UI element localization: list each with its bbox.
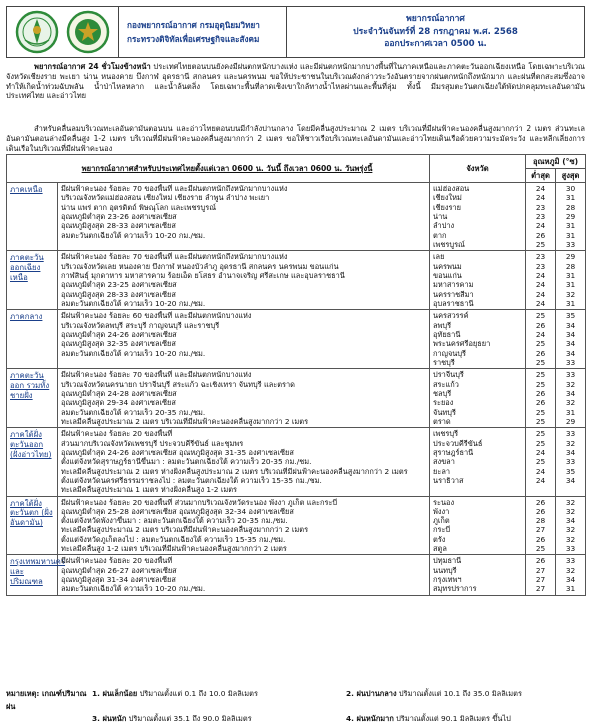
- table-header-province: จังหวัด: [430, 155, 526, 183]
- station-name: เชียงใหม่: [433, 193, 462, 203]
- station-name: เลย: [433, 252, 445, 262]
- forecast-line: มีฝนฟ้าคะนอง ร้อยละ 20 ของพื้นที่: [61, 556, 173, 566]
- station-min-temps: [526, 428, 556, 496]
- table-header-max: สูงสุด: [556, 169, 586, 183]
- station-name: ประจวบคีรีขันธ์: [433, 438, 483, 448]
- criteria-term: 1. ฝนเล็กน้อย: [92, 689, 138, 698]
- station-min: 25: [535, 239, 546, 249]
- forecast-line: ลมตะวันตกเฉียงใต้ ความเร็ว 10-20 กม./ชม.: [61, 298, 206, 308]
- station-max: 29: [565, 416, 576, 426]
- forecast-line: ลมตะวันตกเฉียงใต้ ความเร็ว 10-20 กม./ชม.: [61, 230, 206, 240]
- station-min: 26: [535, 556, 546, 566]
- station-max: 32: [565, 398, 576, 408]
- station-max: 31: [565, 193, 576, 203]
- station-min: 25: [535, 438, 546, 448]
- station-name: ตรัง: [433, 534, 446, 544]
- forecast-line: ตั้งแต่จังหวัดพังงาขึ้นมา : ลมตะวันตกเฉียงใต้ ความเร็ว 20-35 กม./ชม.: [61, 516, 288, 526]
- station-max: 29: [565, 252, 576, 262]
- intro-paragraph: [6, 62, 585, 101]
- ministry-emblem-icon: [65, 10, 111, 54]
- region-row: [7, 310, 586, 369]
- station-min-temps: [526, 369, 556, 428]
- forecast-line: บริเวณจังหวัดนครนายก ปราจีนบุรี สระแก้ว ฉะเชิงเทรา จันทบุรี และตราด: [61, 379, 295, 389]
- station-names: [430, 251, 526, 310]
- forecast-line: ส่วนมากบริเวณจังหวัดเพชรบุรี ประจวบคีรีขันธ์ และชุมพร: [61, 438, 244, 448]
- station-min: 26: [535, 497, 546, 507]
- intro-body: ประเทศไทยตอนบนยังคงมีฝนตกหนักบางแห่ง และมีฝนตกหนักมากบางพื้นที่ในภาคเหนือและภาคตะวันออกเฉียงเหนือ โดยเฉพาะบริเวณจังหวัดเชียงราย พะเยา น่าน หนองคาย บึงกาฬ อุดรธานี สกลนคร และนครพนม ขอให้ประชาชนในบริเวณดังกล่าวระวังอันตรายจากฝนตกหนักถึงหนักมาก และฝนที่ตกสะสมซึ่งอาจทำให้เกิดน้ำท่วมฉับพลัน น้ำป่าไหลหลาก และน้ำล้นตลิ่ง โดยเฉพาะพื้นที่ลาดเชิงเขาใกล้ทางน้ำไหลผ่านและพื้นที่ลุ่ม ทั้งนี้ มีมรสุมตะวันตกเฉียงใต้พัดปกคลุมทะเลอันดามัน ประเทศไทย และอ่าวไทย: [6, 62, 586, 101]
- forecast-line: อุณหภูมิสูงสุด 28-33 องศาเซลเซียส: [61, 221, 176, 231]
- station-max-temps: [556, 310, 586, 369]
- criteria-item: [346, 713, 585, 726]
- region-name: ภาคตะวันออกเฉียงเหนือ: [7, 251, 58, 310]
- forecast-line: อุณหภูมิต่ำสุด 24-26 องศาเซลเซียส อุณหภูมิสูงสุด 31-35 องศาเซลเซียส: [61, 447, 294, 457]
- station-name: ระยอง: [433, 398, 454, 408]
- station-min: 27: [535, 565, 546, 575]
- forecast-title: พยากรณ์อากาศ: [406, 14, 465, 25]
- station-name: นราธิวาส: [433, 475, 464, 485]
- station-min: 24: [535, 447, 546, 457]
- station-max: 34: [565, 329, 576, 339]
- station-max: 33: [565, 544, 576, 554]
- station-min: 23: [535, 252, 546, 262]
- station-max: 31: [565, 270, 576, 280]
- station-name: ระนอง: [433, 497, 455, 507]
- station-min: 26: [535, 230, 546, 240]
- station-max: 34: [565, 320, 576, 330]
- station-name: สมุทรปราการ: [433, 584, 477, 594]
- station-name: อุบลราชธานี: [433, 298, 474, 308]
- station-max: 33: [565, 370, 576, 380]
- station-max: 34: [565, 388, 576, 398]
- station-max-temps: [556, 496, 586, 555]
- station-max: 33: [565, 239, 576, 249]
- region-forecast: [58, 183, 430, 251]
- forecast-line: ทะเลมีคลื่นสูงประมาณ 2 เมตร ห่างฝั่งคลื่นสูงประมาณ 2 เมตร บริเวณที่มีฝนฟ้าคะนองคลื่นสูงมากกว่า 2 เมตร: [61, 466, 408, 476]
- station-min: 25: [535, 339, 546, 349]
- station-min: 24: [535, 270, 546, 280]
- station-min: 23: [535, 202, 546, 212]
- station-max: 28: [565, 261, 576, 271]
- criteria-term: 2. ฝนปานกลาง: [346, 689, 397, 698]
- station-name: เพชรบุรี: [433, 429, 459, 439]
- station-min: 25: [535, 311, 546, 321]
- forecast-line: อุณหภูมิต่ำสุด 23-26 องศาเซลเซียส: [61, 211, 177, 221]
- station-max: 31: [565, 584, 576, 594]
- station-min-temps: [526, 310, 556, 369]
- criteria-item: [346, 688, 585, 713]
- station-max-temps: [556, 183, 586, 251]
- region-name: ภาคใต้ฝั่งตะวันออก (ฝั่งอ่าวไทย): [7, 428, 58, 496]
- station-name: พังงา: [433, 506, 450, 516]
- forecast-line: มีฝนฟ้าคะนอง ร้อยละ 20 ของพื้นที่: [61, 429, 173, 439]
- station-name: เพชรบูรณ์: [433, 239, 465, 249]
- forecast-line: บริเวณจังหวัดเลย หนองคาย บึงกาฬ หนองบัวลำภู อุดรธานี สกลนคร นครพนม ขอนแก่น: [61, 261, 339, 271]
- rain-criteria-note: [6, 688, 585, 726]
- station-names: [430, 183, 526, 251]
- region-name: ภาคเหนือ: [7, 183, 58, 251]
- station-name: กระบี่: [433, 525, 451, 535]
- station-max: 32: [565, 289, 576, 299]
- forecast-line: บริเวณจังหวัดแม่ฮ่องสอน เชียงใหม่ เชียงราย ลำพูน ลำปาง พะเยา: [61, 193, 270, 203]
- forecast-line: มีฝนฟ้าคะนอง ร้อยละ 20 ของพื้นที่ ส่วนมากบริเวณจังหวัดระนอง พังงา ภูเก็ต และกระบี่: [61, 497, 338, 507]
- station-max: 32: [565, 506, 576, 516]
- station-max-temps: [556, 555, 586, 595]
- station-name: ยะลา: [433, 466, 450, 476]
- station-min: 23: [535, 211, 546, 221]
- forecast-line: อุณหภูมิสูงสุด 32-35 องศาเซลเซียส: [61, 339, 176, 349]
- criteria-term: 4. ฝนหนักมาก: [346, 714, 394, 724]
- criteria-item: [92, 688, 346, 713]
- forecast-title-block: [287, 7, 584, 57]
- station-name: เชียงราย: [433, 202, 461, 212]
- department-block: [119, 7, 287, 57]
- station-max: 33: [565, 429, 576, 439]
- forecast-line: มีฝนฟ้าคะนอง ร้อยละ 70 ของพื้นที่ และมีฝนตกหนักถึงหนักมากบางแห่ง: [61, 252, 288, 262]
- table-header-min: ต่ำสุด: [526, 169, 556, 183]
- station-max: 34: [565, 516, 576, 526]
- region-name: ภาคตะวันออก รวมทั้งชายฝั่ง: [7, 369, 58, 428]
- forecast-line: อุณหภูมิสูงสุด 31-34 องศาเซลเซียส: [61, 575, 176, 585]
- criteria-desc: ปริมาณตั้งแต่ 0.1 ถึง 10.0 มิลลิเมตร: [137, 689, 258, 698]
- forecast-line: น่าน แพร่ ตาก อุตรดิตถ์ พิษณุโลก และเพชรบูรณ์: [61, 202, 217, 212]
- forecast-line: มีฝนฟ้าคะนอง ร้อยละ 70 ของพื้นที่ และมีฝนตกหนักบางแห่ง: [61, 370, 252, 380]
- region-name: ภาคใต้ฝั่งตะวันตก (ฝั่งอันดามัน): [7, 496, 58, 555]
- station-max: 33: [565, 556, 576, 566]
- station-max: 31: [565, 280, 576, 290]
- station-name: มหาสารคาม: [433, 280, 474, 290]
- station-max: 32: [565, 379, 576, 389]
- station-max: 31: [565, 298, 576, 308]
- station-name: แม่ฮ่องสอน: [433, 184, 470, 193]
- forecast-line: กาฬสินธุ์ มุกดาหาร มหาสารคาม ร้อยเอ็ด ยโสธร อำนาจเจริญ ศรีสะเกษ และอุบลราชธานี: [61, 270, 345, 280]
- station-names: [430, 310, 526, 369]
- station-min: 26: [535, 320, 546, 330]
- station-name: นนทบุรี: [433, 565, 457, 575]
- forecast-line: ลมตะวันตกเฉียงใต้ ความเร็ว 10-20 กม./ชม.: [61, 584, 206, 594]
- station-name: ลำปาง: [433, 221, 455, 231]
- station-max: 33: [565, 457, 576, 467]
- table-header-temperature: อุณหภูมิ (°ซ): [526, 155, 586, 169]
- station-name: ชลบุรี: [433, 388, 452, 398]
- forecast-date: ประจำวันจันทร์ที่ 28 กรกฎาคม พ.ศ. 2568: [353, 26, 518, 37]
- region-name: ภาคกลาง: [7, 310, 58, 369]
- station-name: นครราชสีมา: [433, 289, 474, 299]
- table-header-forecast: พยากรณ์อากาศสำหรับประเทศไทยตั้งแต่เวลา 0600 น. วันนี้ ถึงเวลา 0600 น. วันพรุ่งนี้: [7, 155, 430, 183]
- station-name: ตราด: [433, 416, 451, 426]
- station-max: 32: [565, 534, 576, 544]
- station-max: 35: [565, 466, 576, 476]
- station-name: จันทบุรี: [433, 407, 456, 417]
- forecast-line: ตั้งแต่จังหวัดภูเก็ตลงไป : ลมตะวันตกเฉียงใต้ ความเร็ว 15-35 กม./ชม.: [61, 534, 286, 544]
- station-max: 32: [565, 565, 576, 575]
- station-min: 24: [535, 193, 546, 203]
- forecast-line: อุณหภูมิต่ำสุด 24-26 องศาเซลเซียส: [61, 329, 177, 339]
- station-name: ราชบุรี: [433, 357, 455, 367]
- region-row: [7, 251, 586, 310]
- station-min: 25: [535, 357, 546, 367]
- criteria-desc: ปริมาณตั้งแต่ 35.1 ถึง 90.0 มิลลิเมตร: [126, 714, 252, 724]
- forecast-line: อุณหภูมิสูงสุด 29-34 องศาเซลเซียส: [61, 398, 176, 408]
- station-min: 25: [535, 416, 546, 426]
- station-max: 35: [565, 311, 576, 321]
- station-min: 24: [535, 221, 546, 231]
- station-min: 24: [535, 298, 546, 308]
- ministry-name: กระทรวงดิจิทัลเพื่อเศรษฐกิจและสังคม: [127, 34, 260, 44]
- forecast-line: ทะเลมีคลื่นสูงประมาณ 2 เมตร บริเวณที่มีฝนฟ้าคะนองคลื่นสูงมากกว่า 2 เมตร: [61, 525, 309, 535]
- station-min: 26: [535, 388, 546, 398]
- region-forecast: [58, 496, 430, 555]
- region-rows: [7, 183, 586, 596]
- station-max: 32: [565, 438, 576, 448]
- station-name: สตูล: [433, 544, 447, 554]
- station-max: 32: [565, 497, 576, 507]
- station-max-temps: [556, 428, 586, 496]
- region-row: [7, 183, 586, 251]
- station-min-temps: [526, 555, 556, 595]
- station-name: นครพนม: [433, 261, 462, 271]
- station-min: 28: [535, 516, 546, 526]
- region-forecast: [58, 369, 430, 428]
- station-name: น่าน: [433, 211, 448, 221]
- region-row: [7, 555, 586, 595]
- station-max: 31: [565, 407, 576, 417]
- forecast-table: [6, 154, 586, 596]
- region-row: [7, 496, 586, 555]
- station-name: สงขลา: [433, 457, 455, 467]
- forecast-line: มีฝนฟ้าคะนอง ร้อยละ 70 ของพื้นที่ และมีฝนตกหนักถึงหนักมากบางแห่ง: [61, 184, 288, 193]
- station-min-temps: [526, 496, 556, 555]
- station-min: 27: [535, 575, 546, 585]
- forecast-line: อุณหภูมิต่ำสุด 24-28 องศาเซลเซียส: [61, 388, 177, 398]
- forecast-line: ตั้งแต่จังหวัดสุราษฎร์ธานีขึ้นมา : ลมตะวันตกเฉียงใต้ ความเร็ว 20-35 กม./ชม.: [61, 457, 312, 467]
- station-max: 34: [565, 475, 576, 485]
- station-max-temps: [556, 251, 586, 310]
- station-min: 26: [535, 506, 546, 516]
- forecast-line: ลมตะวันตกเฉียงใต้ ความเร็ว 10-20 กม./ชม.: [61, 348, 206, 358]
- issue-time: ออกประกาศเวลา 0500 น.: [384, 39, 487, 50]
- station-min-temps: [526, 183, 556, 251]
- region-forecast: [58, 555, 430, 595]
- forecast-line: อุณหภูมิต่ำสุด 26-27 องศาเซลเซียส: [61, 565, 177, 575]
- station-min: 26: [535, 398, 546, 408]
- region-name: กรุงเทพมหานคร และปริมณฑล: [7, 555, 58, 595]
- station-max: 30: [565, 184, 576, 193]
- forecast-line: อุณหภูมิสูงสุด 28-33 องศาเซลเซียส: [61, 289, 176, 299]
- station-min: 24: [535, 466, 546, 476]
- station-name: ปราจีนบุรี: [433, 370, 464, 380]
- station-max: 31: [565, 221, 576, 231]
- station-min: 26: [535, 534, 546, 544]
- region-forecast: [58, 310, 430, 369]
- department-name: กองพยากรณ์อากาศ กรมอุตุนิยมวิทยา: [127, 20, 260, 30]
- station-min: 26: [535, 348, 546, 358]
- station-names: [430, 496, 526, 555]
- station-max: 34: [565, 339, 576, 349]
- intro-lead: พยากรณ์อากาศ 24 ชั่วโมงข้างหน้า: [34, 62, 151, 71]
- station-min: 27: [535, 584, 546, 594]
- station-min: 24: [535, 280, 546, 290]
- document-header: [6, 6, 585, 58]
- station-max: 32: [565, 525, 576, 535]
- station-max: 33: [565, 357, 576, 367]
- station-names: [430, 369, 526, 428]
- station-names: [430, 428, 526, 496]
- station-min: 25: [535, 544, 546, 554]
- station-name: ลพบุรี: [433, 320, 452, 330]
- station-min: 25: [535, 407, 546, 417]
- station-name: ปทุมธานี: [433, 556, 462, 566]
- region-row: [7, 369, 586, 428]
- criteria-desc: ปริมาณตั้งแต่ 10.1 ถึง 35.0 มิลลิเมตร: [396, 689, 522, 698]
- station-name: ขอนแก่น: [433, 270, 462, 280]
- station-name: ภูเก็ต: [433, 516, 450, 526]
- criteria-item: [92, 713, 346, 726]
- forecast-line: ลมตะวันตกเฉียงใต้ ความเร็ว 20-35 กม./ชม.: [61, 407, 206, 417]
- station-min: 23: [535, 261, 546, 271]
- station-name: อุทัยธานี: [433, 329, 461, 339]
- tmd-emblem-icon: [14, 10, 60, 54]
- station-max: 34: [565, 575, 576, 585]
- forecast-line: อุณหภูมิต่ำสุด 23-25 องศาเซลเซียส: [61, 280, 177, 290]
- region-forecast: [58, 428, 430, 496]
- note-label: หมายเหตุ: เกณฑ์ปริมาณฝน: [6, 689, 87, 711]
- station-name: พระนครศรีอยุธยา: [433, 339, 491, 349]
- station-min: 25: [535, 379, 546, 389]
- station-min: 25: [535, 429, 546, 439]
- station-max: 34: [565, 447, 576, 457]
- station-min: 25: [535, 370, 546, 380]
- station-name: นครสวรรค์: [433, 311, 469, 321]
- forecast-line: ตั้งแต่จังหวัดนครศรีธรรมราชลงไป : ลมตะวันตกเฉียงใต้ ความเร็ว 15-35 กม./ชม.: [61, 475, 322, 485]
- station-min-temps: [526, 251, 556, 310]
- station-name: กาญจนบุรี: [433, 348, 466, 358]
- region-row: [7, 428, 586, 496]
- forecast-line: ทะเลมีคลื่นสูงประมาณ 2 เมตร บริเวณที่มีฝนฟ้าคะนองคลื่นสูงมากกว่า 2 เมตร: [61, 416, 309, 426]
- station-min: 27: [535, 525, 546, 535]
- station-max: 34: [565, 348, 576, 358]
- criteria-desc: ปริมาณตั้งแต่ 90.1 มิลลิเมตร ขึ้นไป: [393, 714, 511, 724]
- forecast-line: ทะเลมีคลื่นสูง 1-2 เมตร บริเวณที่มีฝนฟ้าคะนองคลื่นสูงมากกว่า 2 เมตร: [61, 544, 287, 554]
- station-min: 24: [535, 184, 546, 193]
- station-name: ตาก: [433, 230, 447, 240]
- station-min: 24: [535, 475, 546, 485]
- station-name: กรุงเทพฯ: [433, 575, 462, 585]
- forecast-line: ทะเลมีคลื่นสูงประมาณ 1 เมตร ห่างฝั่งคลื่นสูง 1-2 เมตร: [61, 485, 237, 495]
- station-max: 29: [565, 211, 576, 221]
- marine-paragraph: สำหรับคลื่นลมบริเวณทะเลอันดามันตอนบน และอ่าวไทยตอนบนมีกำลังปานกลาง โดยมีคลื่นสูงประมาณ 2 เมตร บริเวณที่มีฝนฟ้าคะนองคลื่นสูงมากกว่า 2 เมตร ส่วนทะเลอันดามันตอนล่างมีคลื่นสูง 1-2 เมตร บริเวณที่มีฝนฟ้าคะนองคลื่นสูงมากกว่า 2 เมตร ขอให้ชาวเรือบริเวณทะเลอันดามันและอ่าวไทยเดินเรือด้วยความระมัดระวัง และหลีกเลี่ยงการเดินเรือในบริเวณที่มีฝนฟ้าคะนอง: [6, 124, 585, 153]
- station-max: 31: [565, 230, 576, 240]
- station-min: 25: [535, 457, 546, 467]
- station-min: 24: [535, 329, 546, 339]
- station-name: สุราษฎร์ธานี: [433, 447, 474, 457]
- forecast-line: บริเวณจังหวัดลพบุรี สระบุรี กาญจนบุรี และราชบุรี: [61, 320, 220, 330]
- station-max-temps: [556, 369, 586, 428]
- forecast-line: มีฝนฟ้าคะนอง ร้อยละ 60 ของพื้นที่ และมีฝนตกหนักบางแห่ง: [61, 311, 252, 321]
- station-min: 24: [535, 289, 546, 299]
- station-names: [430, 555, 526, 595]
- station-max: 28: [565, 202, 576, 212]
- forecast-line: อุณหภูมิต่ำสุด 25-28 องศาเซลเซียส อุณหภูมิสูงสุด 32-34 องศาเซลเซียส: [61, 506, 294, 516]
- station-name: สระแก้ว: [433, 379, 459, 389]
- logo-group: [7, 7, 119, 57]
- criteria-term: 3. ฝนหนัก: [92, 714, 127, 724]
- region-forecast: [58, 251, 430, 310]
